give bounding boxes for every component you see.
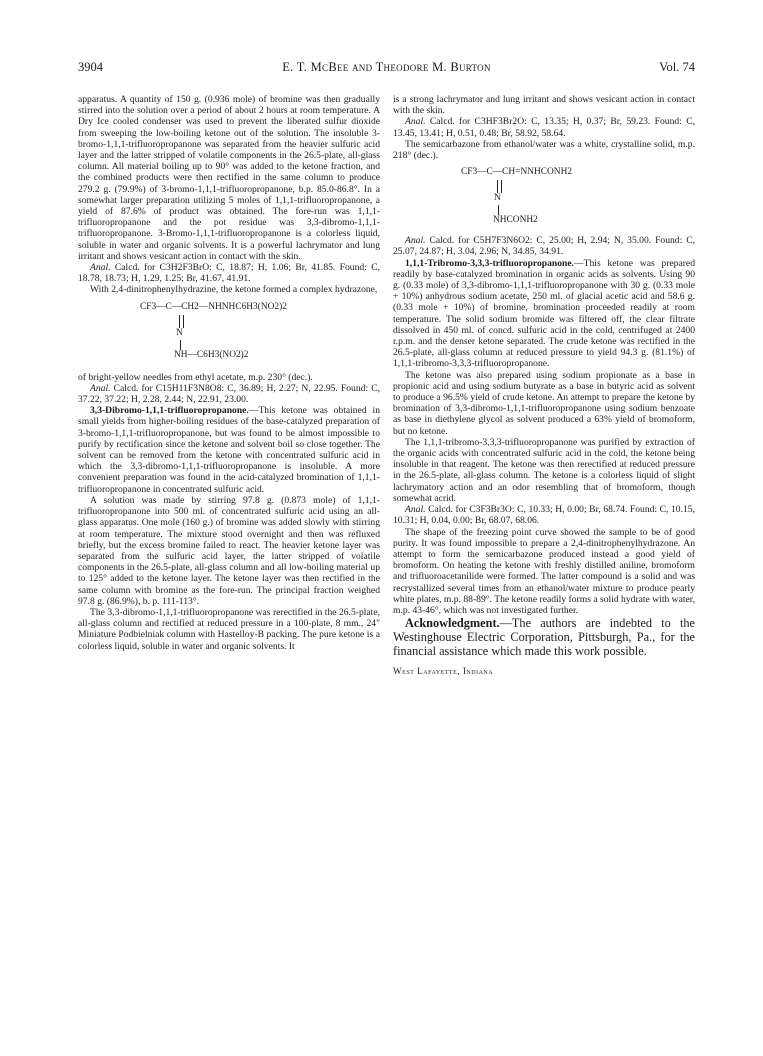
- anal-text: Calcd. for C15H11F3N8O8: C, 36.89; H, 2.27; N, 22.95. Found: C, 37.22, 37.22; H, 2.28, 2.44; N, 22.91, 23.00.: [78, 382, 380, 406]
- signature-location: West Lafayette, Indiana: [393, 666, 494, 677]
- formula-main-line: CF3—C—CH2—NHNHC6H3(NO2)2: [140, 301, 287, 312]
- section-text: —This ketone was obtained in small yields from higher-boiling residues of the base-catalyzed preparation of 3-bromo-1,1,1-trifluoropropanone, but was found to be almost impossible to purify by rectification since the ketone and solvent boil so close together. The solvent can be removed from the ketone with concentrated sulfuric acid in which the 3,3-dibromo-1,1,1-trifluoropropanone is insoluble. A more convenient preparation was found in the acid-catalyzed bromination of 1,1,1-trifluoropropanone in concentrated sulfuric acid.: [78, 405, 380, 495]
- paragraph: The shape of the freezing point curve showed the sample to be of good purity. It was found impossible to prepare a 2,4-dinitrophenylhydrazone. An attempt to form the semicarbazone produced instead a good yield of bromoform. On heating the ketone with freshly distilled aniline, bromoform and trifluoroacetanilide were formed. The latter compound is a solid and was recrystallized several times from an ethanol/water mixture to produce pearly white plates, m.p. 88-89°. The ketone readily forms a solid hydrate with water, m.p. 43-46°, which was not investigated further.: [393, 526, 695, 616]
- right-column: [393, 94, 695, 677]
- paragraph: apparatus. A quantity of 150 g. (0.936 mole) of bromine was then gradually stirred into the solution over a period of about 2 hours at room temperature. A Dry Ice cooled condenser was used to prevent the liberated sulfur dioxide from sweeping the low-boiling ketone out of the solution. The insoluble 3-bromo-1,1,1-trifluoropropanone was separated from the heavier sulfuric acid layer and the latter stripped of volatile components in the 26.5-plate, all-glass column. All material boiling up to 90° was added to the ketone fraction, and the combined products were then rectified in the same column to produce 279.2 g. (79.9%) of 3-bromo-1,1,1-trifluoropropanone, b.p. 85.0-86.8°. In a somewhat larger preparation utilizing 5 moles of 1,1,1-trifluoropropanone, a yield of 87.6% of product was obtained. The fore-run was 1,1,1-trifluoropropanone and the pot residue was 3,3-dibromo-1,1,1-trifluoropropanone. 3-Bromo-1,1,1-trifluoropropanone is a colorless liquid, soluble in water and organic solvents. It is a powerful lachrymator and lung irritant and shows vesicant action in contact with the skin.: [78, 94, 380, 262]
- section-heading: 3,3-Dibromo-1,1,1-trifluoropropanone.: [90, 405, 249, 417]
- paragraph: is a strong lachrymator and lung irritant and shows vesicant action in contact with the skin.: [393, 94, 695, 117]
- anal-text: Calcd. for C5H7F3N6O2: C, 25.00; H, 2.94; N, 35.00. Found: C, 25.07, 24.87; H, 3.04, 2.96; N, 34.85, 34.91.: [393, 235, 695, 258]
- paragraph: The ketone was also prepared using sodium propionate as a base in propionic acid and using sodium butyrate as a base in butyric acid as solvent to produce a 96.5% yield of crude ketone. An attempt to prepare the ketone by bromination of 3,3-dibromo-1,1,1-trifluoropropanone using sodium benzoate as base in diethylene glycol as solvent produced a 63% yield of bromoform, but no ketone.: [393, 369, 695, 437]
- anal-text: Calcd. for C3HF3Br2O: C, 13.35; H, 0.37; Br, 59.23. Found: C, 13.45, 13.41; H, 0.51, 0.48; Br, 58.92, 58.64.: [393, 116, 695, 139]
- page-number: 3904: [78, 60, 103, 74]
- anal-label: Anal.: [90, 382, 111, 394]
- left-column: [78, 94, 380, 652]
- section-heading: 1,1,1-Tribromo-3,3,3-trifluoropropanone.: [405, 257, 575, 269]
- acknowledgment-heading: Acknowledgment.: [405, 616, 500, 631]
- section-text: —This ketone was prepared readily by base-catalyzed bromination in organic acids as solvents. Using 90 g. (0.33 mole) of 3,3-dibromo-1,1,1-trifluoropropanone with 30 g. (0.33 mole + 10%) anhydrous sodium acetate, 250 ml. of glacial acetic acid and 58.6 g. (0.33 mole + 10%) of bromine, bromination proceeded readily at room temperature. The solid sodium bromide was filtered off, the clear filtrate dissolved in 450 ml. of concd. sulfuric acid in the cold, centrifuged at 2400 r.p.m. and the denser ketone separated. The crude ketone was rectified in the 26.5-plate, all-glass column at reduced pressure to yield 94.3 g. (81.1%) of 1,1,1-tribromo-3,3,3-trifluoropropanone.: [393, 257, 695, 370]
- anal-label: Anal.: [405, 504, 426, 516]
- acknowledgment-text: —The authors are indebted to the Westinghouse Electric Corporation, Pittsburgh, Pa., for the financial assistance which made this work possible.: [393, 616, 695, 659]
- paragraph: of bright-yellow needles from ethyl acetate, m.p. 230° (dec.).: [78, 371, 313, 383]
- analysis-paragraph: [393, 504, 695, 526]
- running-title: [78, 60, 695, 75]
- page-header: [78, 60, 695, 76]
- formula-nh-group: NHCONH2: [493, 215, 538, 226]
- double-bond: [179, 315, 184, 328]
- semicarbazone-structure-formula: [393, 165, 695, 229]
- acknowledgment: [393, 616, 695, 658]
- formula-nh-group: NH—C6H3(NO2)2: [174, 349, 249, 360]
- paragraph: The 3,3-dibromo-1,1,1-trifluoropropanone was rerectified in the 26.5-plate, all-glass column and rectified at reduced pressure in a 100-plate, 8 mm., 24" Miniature Podbielniak column with Hastelloy-B packing. The pure ketone is a colorless liquid, soluble in water and organic solvents. It: [78, 606, 380, 652]
- formula-main-line: CF3—C—CH=NNHCONH2: [461, 167, 573, 178]
- volume-label: Vol. 74: [659, 60, 695, 74]
- hydrazone-structure-formula: [78, 300, 380, 366]
- analysis-paragraph: [393, 235, 695, 257]
- analysis-paragraph: [78, 262, 380, 284]
- formula-nitrogen: N: [494, 193, 501, 204]
- paragraph: The 1,1,1-tribromo-3,3,3-trifluoropropanone was purified by extraction of the organic acids with concentrated sulfuric acid in the cold, the ketone being insoluble in that reagent. The ketone was then rerectified at reduced pressure in the 26.5-plate, all-glass column. The ketone is a colorless liquid of slight lachrymatory action and an odor resembling that of bromoform, though somewhat acrid.: [393, 436, 695, 504]
- section-paragraph: [78, 405, 380, 495]
- anal-label: Anal.: [405, 235, 426, 247]
- double-bond: [497, 180, 502, 193]
- anal-label: Anal.: [405, 116, 426, 128]
- paragraph: A solution was made by stirring 97.8 g. (0.873 mole) of 1,1,1-trifluoropropanone into 500 ml. of concentrated sulfuric acid using an all-glass apparatus. One mole (160 g.) of bromine was added slowly with stirring at room temperature. The mixture stood overnight and then was refluxed briefly, but the excess bromine failed to react. The heavier ketone layer was separated from the sulfuric acid layer, the latter stripped of volatile components in the 26.5-plate, all-glass column and all low-boiling material up to 125° added to the ketone layer. The ketone layer was then rectified in the same column with bromine as the fore-run. The principal fraction weighed 97.8 g. (86.9%), b. p. 111-113°.: [78, 494, 380, 607]
- paragraph: The semicarbazone from ethanol/water was a white, crystalline solid, m.p. 218° (dec.).: [393, 138, 695, 162]
- anal-text: Calcd. for C3H2F3BrO: C, 18.87; H, 1.06; Br, 41.85. Found: C, 18.78, 18.73; H, 1.29, 1.25; Br, 41.67, 41.91.: [78, 262, 380, 285]
- anal-text: Calcd. for C3F3Br3O: C, 10.33; H, 0.00; Br, 68.74. Found: C, 10.15, 10.31; H, 0.04, 0.00; Br, 68.07, 68.06.: [393, 504, 695, 527]
- single-bond: [180, 340, 181, 350]
- analysis-paragraph: [393, 116, 695, 138]
- formula-nitrogen: N: [176, 327, 183, 338]
- analysis-paragraph: [78, 383, 380, 405]
- paragraph: With 2,4-dinitrophenylhydrazine, the ketone formed a complex hydrazone,: [90, 284, 378, 296]
- section-paragraph: [393, 258, 695, 370]
- anal-label: Anal.: [90, 262, 111, 274]
- single-bond: [498, 205, 499, 215]
- running-title-authors: E. T. McBee and Theodore M. Burton: [282, 60, 491, 74]
